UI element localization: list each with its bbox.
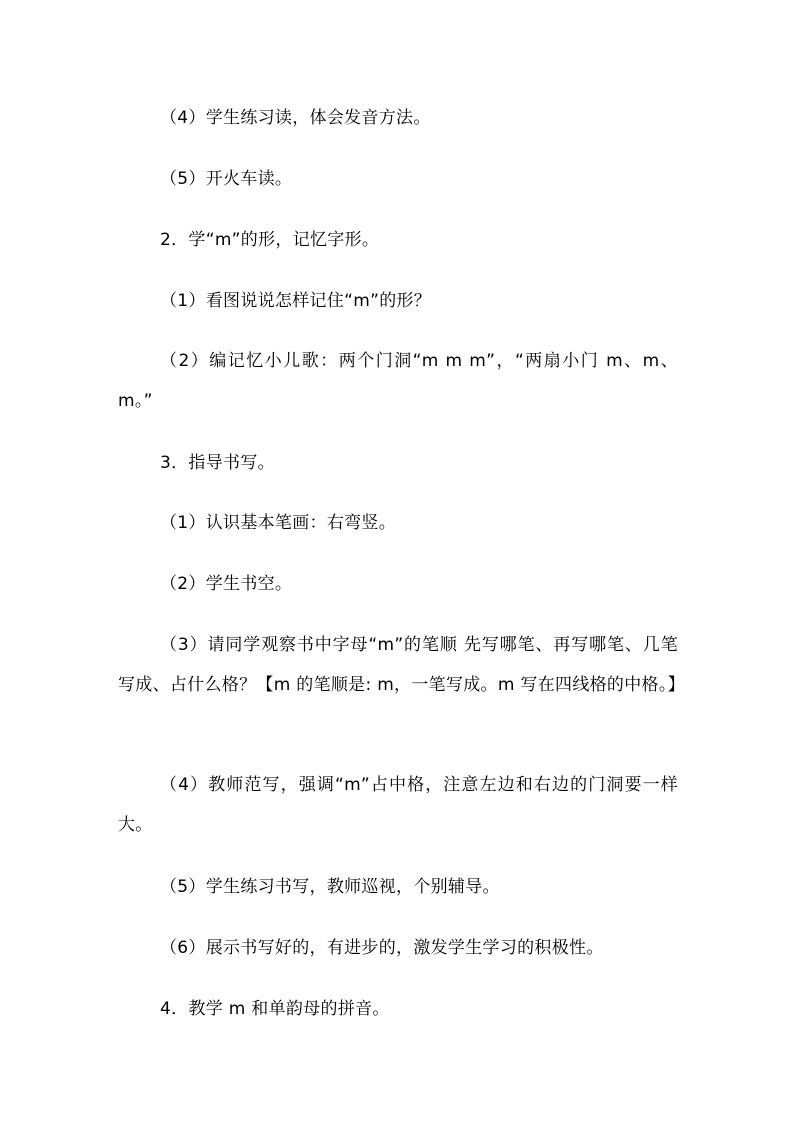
step-3-4-paragraph: （4）教师范写，强调“m”占中格，注意左边和右边的门洞要一样大。 bbox=[118, 775, 678, 835]
step-2-2-paragraph: （2）编记忆小儿歌：两个门洞“m m m”，“两扇小门 m、m、m。” bbox=[118, 351, 678, 411]
section-2-heading: 2．学“m”的形，记忆字形。 bbox=[160, 230, 380, 250]
step-3-1-text: （1）认识基本笔画：右弯竖。 bbox=[160, 513, 397, 533]
section-4-heading: 4．教学 m 和单韵母的拼音。 bbox=[160, 999, 390, 1019]
step-3-2-text: （2）学生书空。 bbox=[160, 574, 293, 594]
step-2-1-text: （1）看图说说怎样记住“m”的形？ bbox=[160, 291, 432, 311]
step-3-5-text: （5）学生练习书写，教师巡视，个别辅导。 bbox=[160, 877, 500, 897]
step-3-6-text: （6）展示书写好的，有进步的，激发学生学习的积极性。 bbox=[160, 938, 604, 958]
section-3-heading: 3．指导书写。 bbox=[160, 453, 275, 473]
step-1-4-text: （4）学生练习读，体会发音方法。 bbox=[160, 108, 431, 128]
step-1-5-text: （5）开火车读。 bbox=[160, 169, 293, 189]
step-3-3-paragraph: （3）请同学观察书中字母“m”的笔顺 先写哪笔、再写哪笔、几笔写成、占什么格？【m 的笔顺是: m，一笔写成。m 写在四线格的中格。】 bbox=[118, 635, 685, 695]
